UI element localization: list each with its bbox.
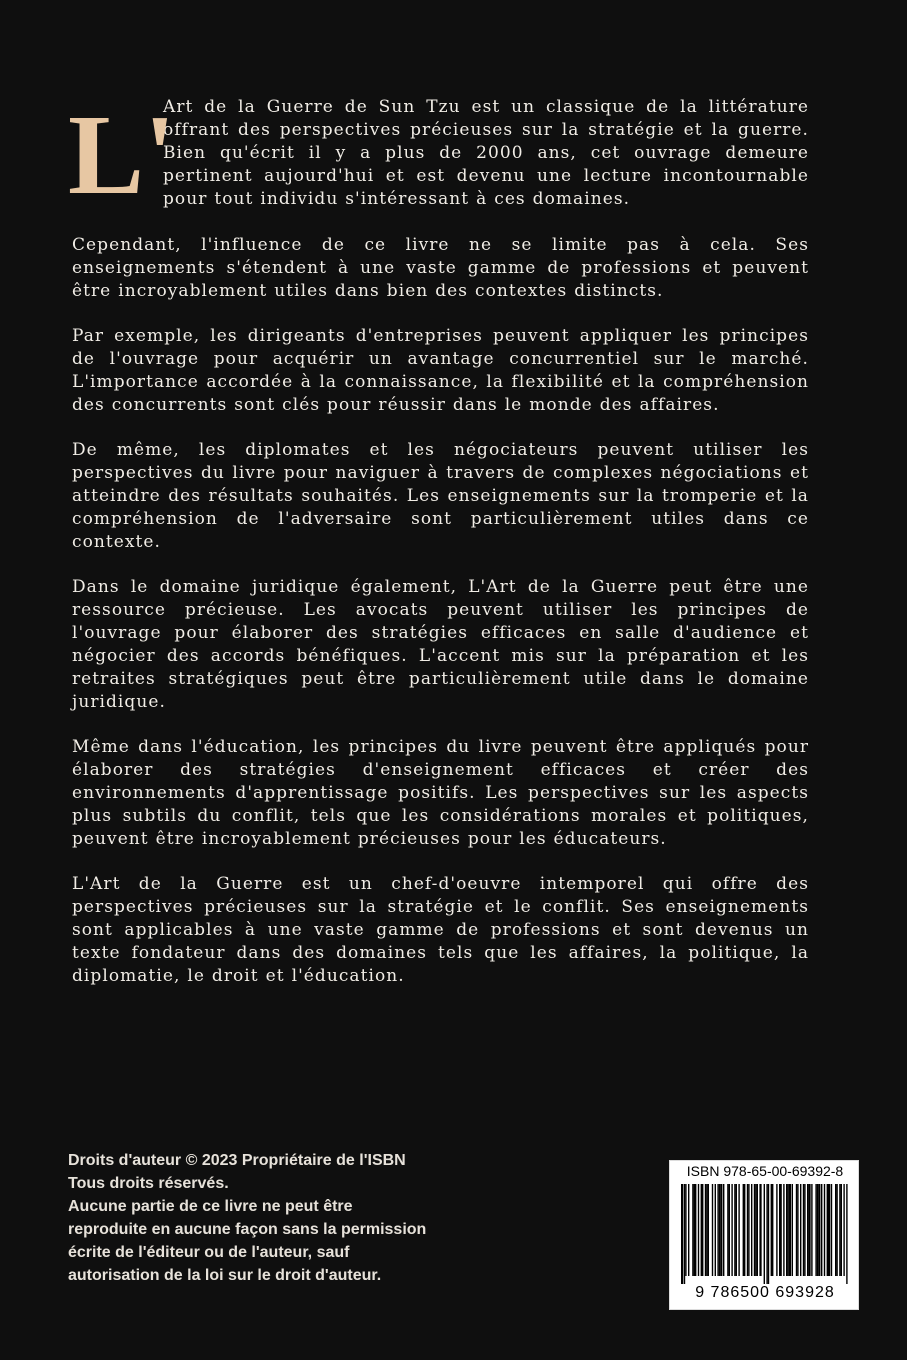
barcode-bar [684, 1184, 685, 1284]
barcode-bar [706, 1184, 707, 1276]
barcode-bar [719, 1184, 720, 1276]
barcode-bar [748, 1184, 749, 1276]
barcode-bar [766, 1184, 767, 1284]
isbn-barcode-panel [669, 1160, 859, 1310]
barcode-bar [717, 1184, 718, 1276]
barcode-bar [698, 1184, 699, 1276]
barcode-bar [804, 1184, 805, 1276]
copyright-line-4: reproduite en aucune façon sans la permission [68, 1221, 427, 1238]
barcode-bar [811, 1184, 812, 1276]
barcode-bar [843, 1184, 844, 1276]
barcode-bar [720, 1184, 722, 1276]
barcode-bar [764, 1184, 765, 1284]
barcode-bar [755, 1184, 756, 1276]
barcode-bar [688, 1184, 689, 1276]
barcode-bar [846, 1184, 847, 1284]
barcode-bar [727, 1184, 728, 1276]
barcode-bar [695, 1184, 696, 1276]
copyright-notice [68, 1149, 488, 1287]
barcode-bar [841, 1184, 842, 1276]
lead-paragraph-block [68, 91, 809, 234]
paragraph-7: L'Art de la Guerre est un chef-d'oeuvre intemporel qui offre des perspectives précieuses sur la stratégie et le conflit. Ses enseignements sont applicables à une vaste gamme de professions et sont devenus un texte fondateur dans des domaines tels que les affaires, la politique, la diplomatie, le droit et l'éducation. [72, 874, 809, 986]
barcode-bar [831, 1184, 832, 1276]
barcode-bar [731, 1184, 732, 1276]
copyright-line-2: Tous droits réservés. [68, 1175, 229, 1192]
back-cover-text [68, 91, 809, 1010]
barcode-bar [783, 1184, 784, 1276]
barcode-bar [685, 1184, 686, 1276]
barcode-bar [835, 1184, 836, 1276]
barcode-bar [776, 1184, 777, 1276]
copyright-line-6: autorisation de la loi sur le droit d'auteur. [68, 1267, 382, 1284]
barcode-bar [789, 1184, 791, 1276]
barcode-bar [836, 1184, 837, 1276]
barcode-digits: 9 786500 693928 [695, 1284, 835, 1301]
paragraph-2: Cependant, l'influence de ce livre ne se limite pas à cela. Ses enseignements s'étendent à une vaste gamme de professions et peuvent être incroyablement utiles dans bien des contextes distincts. [72, 235, 809, 301]
barcode-bar [807, 1184, 808, 1276]
barcode-bar [754, 1184, 755, 1276]
barcode-bar [800, 1184, 801, 1276]
barcode-bar [723, 1184, 724, 1276]
paragraph-6: Même dans l'éducation, les principes du livre peuvent être appliqués pour élaborer des stratégies d'enseignement efficaces et créer des environnements d'apprentissage positifs. Les perspectives sur les aspects plus subtils du conflit, tels que les considérations morales et politiques, peuvent être incroyablement précieuses pour les éducateurs. [72, 737, 809, 849]
barcode-bar [715, 1184, 716, 1276]
barcode-bar [705, 1184, 706, 1276]
paragraph-3: Par exemple, les dirigeants d'entreprises peuvent appliquer les principes de l'ouvrage pour acquérir un avantage concurrentiel sur le marché. L'importance accordée à la connaissance, la flexibilité et la compréhension des concurrents sont clés pour réussir dans le monde des affaires. [72, 326, 809, 415]
barcode-bar [839, 1184, 840, 1276]
isbn-label: ISBN 978-65-00-69392-8 [686, 1163, 844, 1179]
barcode-bar [786, 1184, 787, 1276]
barcode-bar [708, 1184, 709, 1276]
barcode-bar [821, 1184, 822, 1276]
copyright-line-1: Droits d'auteur © 2023 Propriétaire de l'ISBN [68, 1152, 406, 1169]
barcode-bar [817, 1184, 818, 1276]
barcode-bar [818, 1184, 820, 1276]
barcode-bar [759, 1184, 761, 1276]
barcode-bar [808, 1184, 810, 1276]
barcode-bar [768, 1184, 769, 1284]
barcode-bar [827, 1184, 828, 1276]
barcode-bar [712, 1184, 713, 1276]
barcode-bar [738, 1184, 739, 1276]
barcode-bar [772, 1184, 773, 1276]
barcode-bar [729, 1184, 730, 1276]
barcode-bar [692, 1184, 693, 1276]
barcode-bar [815, 1184, 816, 1276]
barcode-bar [771, 1184, 772, 1276]
barcode-bar [681, 1184, 683, 1284]
barcode-icon [681, 1184, 849, 1284]
paragraph-5: Dans le domaine juridique également, L'Art de la Guerre peut être une ressource précieuse. Les avocats peuvent utiliser les principes de l'ouvrage pour élaborer des stratégies efficaces en salle d'audience et négocier des accords bénéfiques. L'accent mis sur la préparation et les retraites stratégiques peut être particulièrement utile dans le domaine juridique. [72, 577, 809, 712]
barcode-bar [757, 1184, 758, 1276]
barcode-bar [734, 1184, 735, 1276]
paragraph-1: Art de la Guerre de Sun Tzu est un classique de la littérature offrant des perspectives précieuses sur la stratégie et la guerre. Bien qu'écrit il y a plus de 2000 ans, cet ouvrage demeure pertinent aujourd'hui et est devenu une lecture incontournable pour tout individu s'intéressant à ces domaines. [163, 97, 809, 209]
barcode-bar [747, 1184, 748, 1276]
barcode-bar [743, 1184, 744, 1276]
barcode-bar [736, 1184, 737, 1276]
paragraph-4: De même, les diplomates et les négociateurs peuvent utiliser les perspectives du livre pour naviguer à travers de complexes négociations et atteindre des résultats souhaités. Les enseignements sur la tromperie et la compréhension de l'adversaire sont particulièrement utiles dans ce contexte. [72, 440, 809, 552]
barcode-bar [744, 1184, 745, 1276]
copyright-line-3: Aucune partie de ce livre ne peut être [68, 1198, 353, 1215]
barcode-bar [796, 1184, 797, 1276]
barcode-bar [792, 1184, 793, 1276]
barcode-bar [702, 1184, 703, 1276]
copyright-line-5: écrite de l'éditeur ou de l'auteur, sauf [68, 1244, 350, 1261]
barcode-bar [824, 1184, 825, 1276]
barcode-bar [787, 1184, 788, 1276]
barcode-bar [751, 1184, 752, 1276]
barcode-bar [694, 1184, 695, 1276]
drop-cap: L' [68, 91, 176, 218]
barcode-bar [803, 1184, 804, 1276]
barcode-bar [797, 1184, 798, 1276]
barcode-bar [780, 1184, 781, 1276]
barcode-bar [828, 1184, 830, 1276]
